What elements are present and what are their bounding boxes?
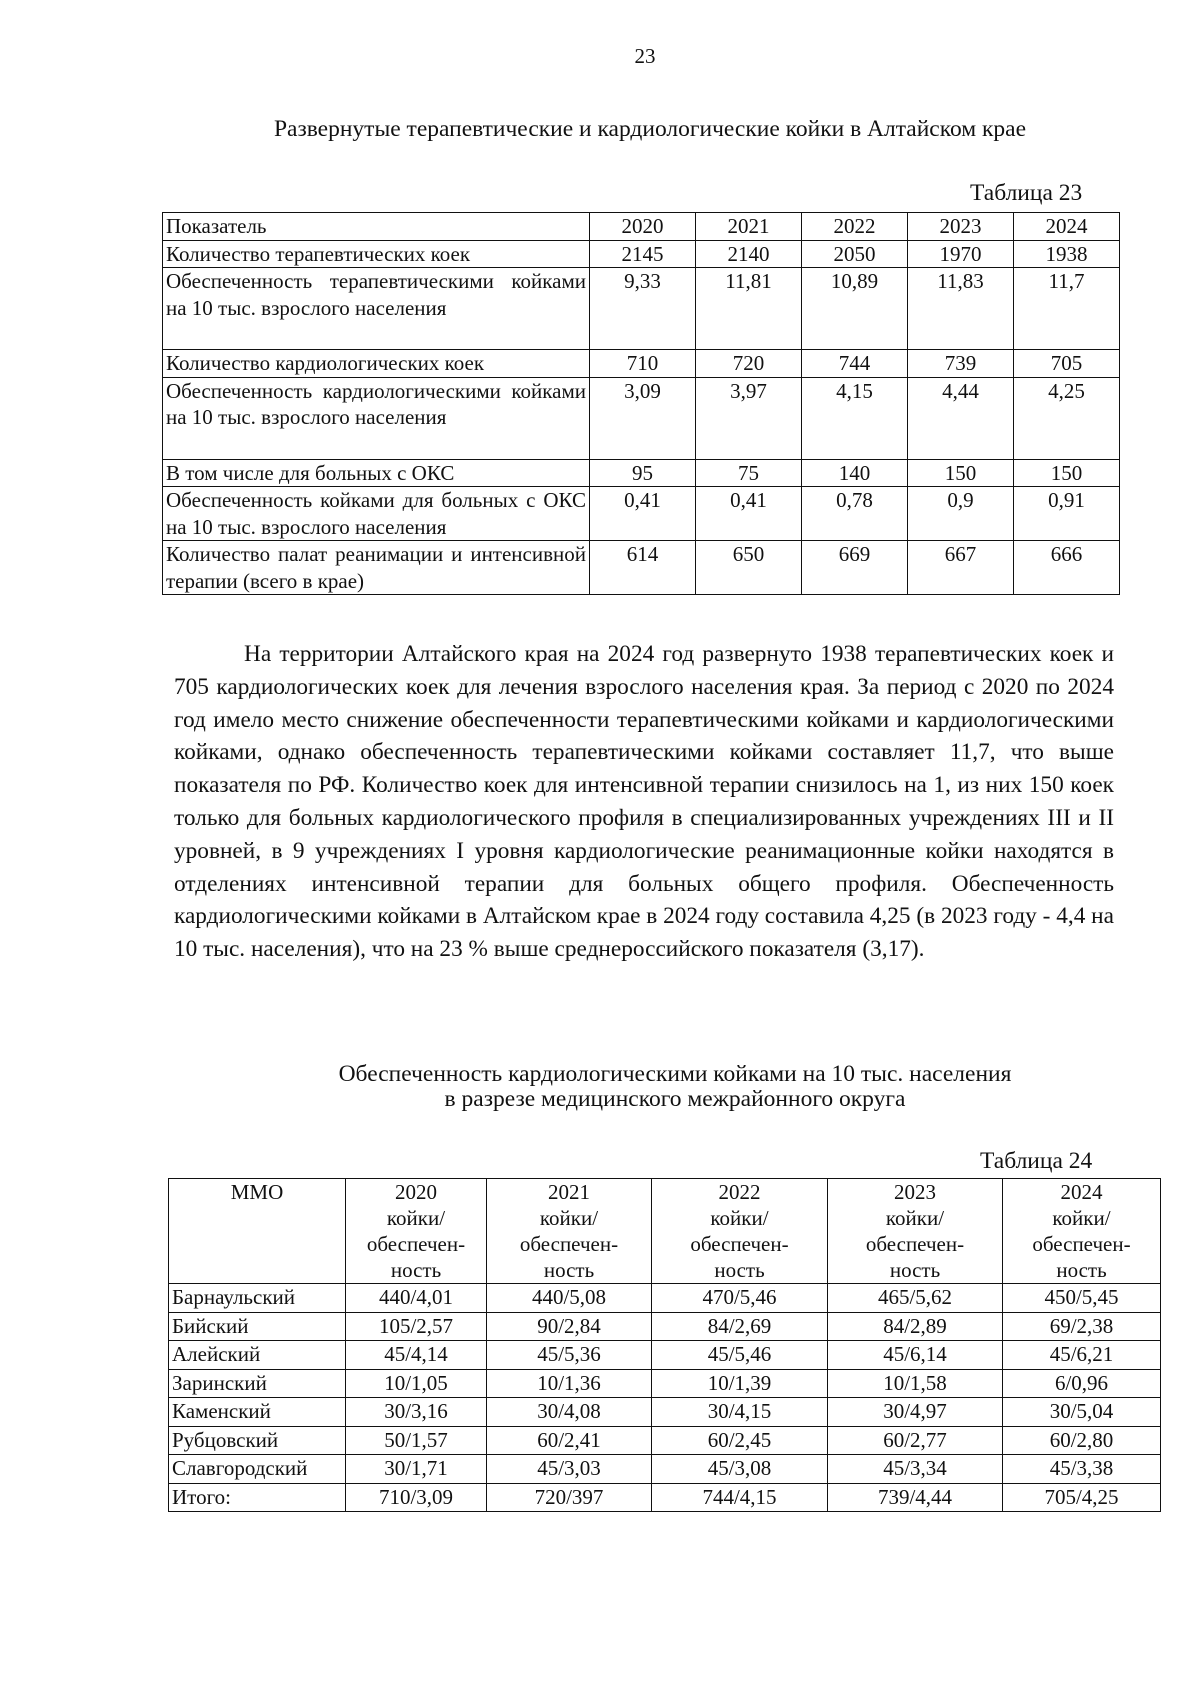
cell: 45/3,34 — [828, 1455, 1003, 1484]
cell: 45/5,36 — [487, 1341, 652, 1370]
cell: 30/3,16 — [346, 1398, 487, 1427]
cell: 60/2,80 — [1003, 1426, 1161, 1455]
cell: 84/2,89 — [828, 1312, 1003, 1341]
cell: 1970 — [908, 240, 1014, 268]
cell: 60/2,77 — [828, 1426, 1003, 1455]
row-label: Заринский — [169, 1369, 346, 1398]
table-row — [163, 350, 1120, 378]
cell: 705/4,25 — [1003, 1483, 1161, 1512]
cell: 744 — [802, 350, 908, 378]
row-label: Славгородский — [169, 1455, 346, 1484]
header-sub: обеспечен- — [690, 1232, 789, 1256]
cell: 30/4,97 — [828, 1398, 1003, 1427]
cell: 10/1,36 — [487, 1369, 652, 1398]
cell: 84/2,69 — [652, 1312, 828, 1341]
row-label: Каменский — [169, 1398, 346, 1427]
header-cell — [346, 1179, 487, 1284]
cell: 440/4,01 — [346, 1284, 487, 1313]
cell: 650 — [696, 541, 802, 595]
cell: 720/397 — [487, 1483, 652, 1512]
cell: 60/2,45 — [652, 1426, 828, 1455]
cell: 6/0,96 — [1003, 1369, 1161, 1398]
cell: 1938 — [1014, 240, 1120, 268]
table-23-label: Таблица 23 — [970, 180, 1083, 206]
table-row — [169, 1398, 1161, 1427]
row-label: Количество палат реанимации и интенсивной терапии (всего в крае) — [163, 541, 590, 595]
cell: 470/5,46 — [652, 1284, 828, 1313]
cell: 45/3,08 — [652, 1455, 828, 1484]
cell: 30/4,15 — [652, 1398, 828, 1427]
cell: 667 — [908, 541, 1014, 595]
cell: 0,41 — [590, 487, 696, 541]
header-cell: 2024 — [1014, 213, 1120, 241]
row-label: В том числе для больных с ОКС — [163, 459, 590, 487]
header-cell: 2021 — [696, 213, 802, 241]
cell: 45/6,14 — [828, 1341, 1003, 1370]
cell: 90/2,84 — [487, 1312, 652, 1341]
header-cell: 2023 — [908, 213, 1014, 241]
table-row — [163, 268, 1120, 350]
row-label: Обеспеченность терапевтическими койками на 10 тыс. взрослого населения — [163, 268, 590, 350]
header-cell: 2020 — [590, 213, 696, 241]
header-sub: койки/ — [539, 1206, 599, 1230]
table-row — [169, 1284, 1161, 1313]
cell: 150 — [1014, 459, 1120, 487]
cell: 720 — [696, 350, 802, 378]
table-header-row — [169, 1179, 1161, 1284]
cell: 4,25 — [1014, 377, 1120, 459]
cell: 669 — [802, 541, 908, 595]
table-row — [163, 377, 1120, 459]
cell: 140 — [802, 459, 908, 487]
row-label: Итого: — [169, 1483, 346, 1512]
cell: 739/4,44 — [828, 1483, 1003, 1512]
cell: 744/4,15 — [652, 1483, 828, 1512]
cell: 2140 — [696, 240, 802, 268]
table-row — [169, 1369, 1161, 1398]
header-cell — [1003, 1179, 1161, 1284]
row-label: Барнаульский — [169, 1284, 346, 1313]
cell: 45/4,14 — [346, 1341, 487, 1370]
cell: 150 — [908, 459, 1014, 487]
cell: 45/3,03 — [487, 1455, 652, 1484]
cell: 739 — [908, 350, 1014, 378]
header-year: 2022 — [718, 1180, 761, 1204]
cell: 710/3,09 — [346, 1483, 487, 1512]
header-sub: обеспечен- — [366, 1232, 466, 1256]
cell: 614 — [590, 541, 696, 595]
cell: 465/5,62 — [828, 1284, 1003, 1313]
table-total-row — [169, 1483, 1161, 1512]
page-number: 23 — [634, 44, 656, 68]
row-label: Бийский — [169, 1312, 346, 1341]
table-24-label: Таблица 24 — [980, 1148, 1093, 1174]
header-sub: ность — [1056, 1258, 1107, 1282]
cell: 30/1,71 — [346, 1455, 487, 1484]
header-sub: койки/ — [1052, 1206, 1111, 1230]
cell: 11,83 — [908, 268, 1014, 350]
table-row — [163, 541, 1120, 595]
cell: 4,15 — [802, 377, 908, 459]
cell: 0,91 — [1014, 487, 1120, 541]
cell: 0,9 — [908, 487, 1014, 541]
table-24-title-line: Обеспеченность кардиологическими койками на 10 тыс. населения — [338, 1061, 1012, 1087]
header-sub: ность — [714, 1258, 765, 1282]
table-row — [163, 459, 1120, 487]
cell: 450/5,45 — [1003, 1284, 1161, 1313]
header-cell: Показатель — [163, 213, 590, 241]
header-cell — [652, 1179, 828, 1284]
table-row — [169, 1312, 1161, 1341]
row-label: Обеспеченность койками для больных с ОКС на 10 тыс. взрослого населения — [163, 487, 590, 541]
cell: 10/1,58 — [828, 1369, 1003, 1398]
cell: 9,33 — [590, 268, 696, 350]
cell: 45/3,38 — [1003, 1455, 1161, 1484]
header-sub: обеспечен- — [1032, 1232, 1131, 1256]
cell: 3,97 — [696, 377, 802, 459]
cell: 10,89 — [802, 268, 908, 350]
table-24-title-line: в разрезе медицинского межрайонного округа — [444, 1086, 906, 1112]
cell: 45/5,46 — [652, 1341, 828, 1370]
cell: 4,44 — [908, 377, 1014, 459]
table-row — [169, 1455, 1161, 1484]
header-sub: обеспечен- — [519, 1232, 619, 1256]
header-year: 2024 — [1060, 1180, 1103, 1204]
cell: 2145 — [590, 240, 696, 268]
header-cell — [487, 1179, 652, 1284]
cell: 75 — [696, 459, 802, 487]
cell: 50/1,57 — [346, 1426, 487, 1455]
cell: 666 — [1014, 541, 1120, 595]
cell: 45/6,21 — [1003, 1341, 1161, 1370]
cell: 30/4,08 — [487, 1398, 652, 1427]
header-year: 2021 — [548, 1180, 590, 1204]
table-24 — [168, 1178, 1161, 1512]
row-label: Количество терапевтических коек — [163, 240, 590, 268]
cell: 10/1,05 — [346, 1369, 487, 1398]
cell: 0,78 — [802, 487, 908, 541]
table-row — [169, 1341, 1161, 1370]
cell: 710 — [590, 350, 696, 378]
cell: 11,81 — [696, 268, 802, 350]
cell: 2050 — [802, 240, 908, 268]
header-year: 2020 — [395, 1180, 437, 1204]
header-sub: койки/ — [710, 1206, 769, 1230]
body-paragraph: На территории Алтайского края на 2024 год развернуто 1938 терапевтических коек и 705 кардиологических коек для лечения взрослого населения края. За период с 2020 по 2024 год имело место снижение обеспеченности терапевтическими койками и кардиологическими койками, однако обеспеченность терапевтическими койками составляет 11,7, что выше показателя по РФ. Количество коек для интенсивной терапии снизилось на 1, из них 150 коек только для больных кардиологического профиля в специализированных учреждениях III и II уровней, в 9 учреждениях I уровня кардиологические реанимационные койки находятся в отделениях интенсивной терапии для больных общего профиля. Обеспеченность кардиологическими койками в Алтайском крае в 2024 году составила 4,25 (в 2023 году - 4,4 на 10 тыс. населения), что на 23 % выше среднероссийского показателя (3,17). — [174, 641, 1114, 963]
header-cell: ММО — [169, 1179, 346, 1284]
header-cell: 2022 — [802, 213, 908, 241]
row-label: Количество кардиологических коек — [163, 350, 590, 378]
cell: 0,41 — [696, 487, 802, 541]
table-row — [169, 1426, 1161, 1455]
header-sub: койки/ — [885, 1206, 945, 1230]
table-24-title — [150, 1062, 1200, 1112]
cell: 705 — [1014, 350, 1120, 378]
header-sub: ность — [889, 1258, 941, 1282]
cell: 440/5,08 — [487, 1284, 652, 1313]
table-header-row — [163, 213, 1120, 241]
table-23-title: Развернутые терапевтические и кардиологические койки в Алтайском крае — [273, 116, 1027, 142]
header-sub: обеспечен- — [865, 1232, 965, 1256]
header-sub: койки/ — [386, 1206, 446, 1230]
row-label: Обеспеченность кардиологическими койками на 10 тыс. взрослого населения — [163, 377, 590, 459]
row-label: Алейский — [169, 1341, 346, 1370]
cell: 10/1,39 — [652, 1369, 828, 1398]
cell: 95 — [590, 459, 696, 487]
table-23 — [162, 212, 1120, 595]
cell: 105/2,57 — [346, 1312, 487, 1341]
table-row — [163, 487, 1120, 541]
header-sub: ность — [390, 1258, 442, 1282]
cell: 60/2,41 — [487, 1426, 652, 1455]
header-sub: ность — [543, 1258, 595, 1282]
header-cell — [828, 1179, 1003, 1284]
cell: 11,7 — [1014, 268, 1120, 350]
cell: 30/5,04 — [1003, 1398, 1161, 1427]
cell: 3,09 — [590, 377, 696, 459]
header-year: 2023 — [894, 1180, 936, 1204]
table-row — [163, 240, 1120, 268]
row-label: Рубцовский — [169, 1426, 346, 1455]
cell: 69/2,38 — [1003, 1312, 1161, 1341]
